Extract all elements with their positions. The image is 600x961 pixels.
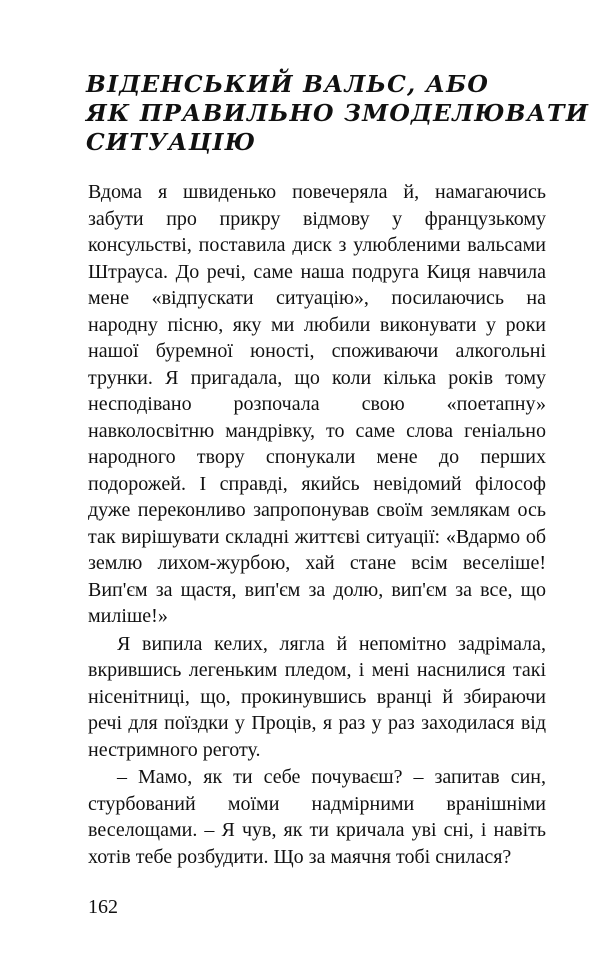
chapter-title-line: ЯК ПРАВИЛЬНО ЗМОДЕЛЮВАТИ: [86, 99, 590, 127]
chapter-title-line: ВІДЕНСЬКИЙ ВАЛЬС, АБО: [86, 70, 490, 98]
body-text: [88, 179, 546, 870]
chapter-title: [86, 70, 590, 157]
paragraph: Я випила келих, лягла й непомітно задрімала, вкрившись легеньким пледом, і мені наснилися такі нісенітниці, що, прокинувшись вранці й збираючи речі для поїздки у Проців, я раз у раз заходилася від нестримного реготу.: [88, 632, 546, 761]
paragraph: Вдома я швиденько повечеряла й, намагаючись забути про прикру відмову у французькому консульстві, поставила диск з улюбленими вальсами Штрауса. До речі, саме наша подруга Киця навчила мене «відпускати ситуацію», посилаючись на народну пісню, яку ми любили виконувати у роки нашої буремної юності, споживаючи алкогольні трунки. Я пригадала, що коли кілька років тому несподівано розпочала свою «поетапну» навколосвітню мандрівку, то саме слова геніально народного твору спонукали мене до перших подорожей. І справді, якийсь невідомий філософ дуже переконливо запропонував своїм землякам ось так вирішувати складні життєві ситуації: «Вдармо об землю лихом-журбою, хай стане всім веселіше! Вип'єм за щастя, вип'єм за долю, вип'єм за все, що миліше!»: [88, 181, 546, 627]
paragraph: – Мамо, як ти себе почуваєш? – запитав син, стурбований моїми надмірними вранішніми веселощами. – Я чув, як ти кричала уві сні, і навіть хотів тебе розбудити. Що за маячня тобі снилася?: [88, 766, 546, 868]
page-number: 162: [88, 896, 118, 918]
chapter-title-line: СИТУАЦІЮ: [86, 128, 257, 156]
